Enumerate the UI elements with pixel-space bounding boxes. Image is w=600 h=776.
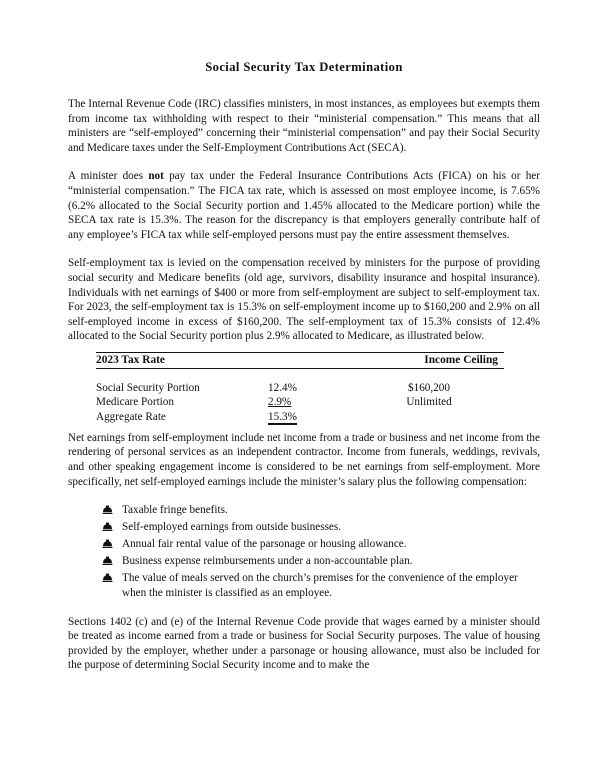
- list-item: [102, 554, 540, 569]
- row-rate-medicare-portion: [268, 395, 380, 409]
- wingdings-bullet-icon: [102, 538, 113, 549]
- list-item: [102, 537, 540, 552]
- row-rate-social-security-portion: [268, 368, 380, 395]
- list-item: [102, 503, 540, 518]
- wingdings-bullet-icon: [102, 555, 113, 566]
- list-item-label: Business expense reimbursements under a non-accountable plan.: [122, 555, 413, 568]
- paragraph-fica-rates: [68, 169, 540, 242]
- compensation-bullet-list: [68, 503, 540, 601]
- paragraph-self-employment-tax: Self-employment tax is levied on the compensation received by ministers for the purpose of providing social security and Medicare benefits (old age, survivors, disability insurance and hospital insurance). Individuals with net earnings of $400 or more from self-employment are subject to self-employment tax. For 2023, the self-employment tax is 15.3% on self-employment income up to $160,200 and 2.9% on all self-employed income in excess of $160,200. The self-employment tax of 15.3% consists of 12.4% allocated to the Social Security portion plus 2.9% allocated to Medicare, as illustrated below.: [68, 257, 540, 343]
- list-item: [102, 571, 540, 601]
- tax-rate-table: [96, 352, 504, 425]
- paragraph-fica-rates-part1: A minister does: [68, 170, 149, 183]
- table-row: [96, 410, 504, 425]
- table-row: [96, 395, 504, 409]
- row-ceiling-aggregate-rate: [380, 410, 504, 425]
- wingdings-bullet-icon: [102, 521, 113, 532]
- list-item-label: Self-employed earnings from outside businesses.: [122, 521, 342, 534]
- list-item: [102, 520, 540, 535]
- row-rate-aggregate-rate: [268, 410, 380, 425]
- page-title: Social Security Tax Determination: [205, 60, 403, 74]
- column-header-income-ceiling: Income Ceiling: [380, 352, 504, 368]
- paragraph-irc-classification: The Internal Revenue Code (IRC) classifies ministers, in most instances, as employees but exempts them from income tax withholding with respect to their “ministerial compensation.” This means that all ministers are “self-employed” concerning their “ministerial compensation” and pay their Social Security and Medicare taxes under the Self-Employment Contributions Act (SECA).: [68, 98, 540, 154]
- row-label-aggregate-rate: Aggregate Rate: [96, 410, 166, 423]
- list-item-label: Annual fair rental value of the parsonage or housing allowance.: [122, 538, 407, 551]
- table-header-row: [96, 352, 504, 368]
- row-ceiling-social-security-portion: $160,200: [408, 381, 450, 394]
- tax-table-header: [96, 352, 504, 368]
- paragraph-fica-rates-part2: pay tax under the Federal Insurance Contributions Acts (FICA) on his or her “ministerial compensation.” The FICA tax rate, which is assessed on most employee income, is 7.65% (6.2% allocated to the Social Security portion and 1.45% allocated to the Medicare portion) while the SECA tax rate is 15.3%. The reason for the discrepancy is that employers generally contribute half of any employee’s FICA tax while self-employed persons must pay the entire assessment themselves.: [68, 170, 540, 241]
- rate-value: 12.4%: [268, 381, 297, 394]
- table-row: [96, 368, 504, 395]
- wingdings-bullet-icon: [102, 572, 113, 583]
- rate-value: 15.3%: [268, 410, 297, 423]
- row-label-medicare-portion: Medicare Portion: [96, 396, 174, 409]
- paragraph-sections-1402: Sections 1402 (c) and (e) of the Internal Revenue Code provide that wages earned by a minister should be treated as income earned from a trade or business for Social Security purposes. The value of housing provided by the employer, whether under a parsonage or housing allowance, must also be included for the purpose of determining Social Security income and to make the: [68, 615, 540, 672]
- tax-table-body: [96, 368, 504, 424]
- rate-value: 2.9%: [268, 396, 292, 409]
- emphasis-not: not: [148, 170, 164, 183]
- paragraph-net-earnings: Net earnings from self-employment include net income from a trade or business and net income from the rendering of personal services as an independent contractor. Income from funerals, weddings, revivals, and other speaking engagement income is considered to be net earnings from self-employment. More specifically, net self-employed earnings include the minister’s salary plus the following compensation:: [68, 431, 540, 488]
- column-header-tax-rate: 2023 Tax Rate: [96, 352, 380, 368]
- row-label-social-security-portion: Social Security Portion: [96, 381, 200, 394]
- list-item-label: Taxable fringe benefits.: [122, 504, 228, 517]
- row-ceiling-medicare-portion: Unlimited: [406, 396, 452, 409]
- list-item-label: The value of meals served on the church’s premises for the convenience of the employer when the minister is classified as an employee.: [122, 572, 518, 599]
- wingdings-bullet-icon: [102, 504, 113, 515]
